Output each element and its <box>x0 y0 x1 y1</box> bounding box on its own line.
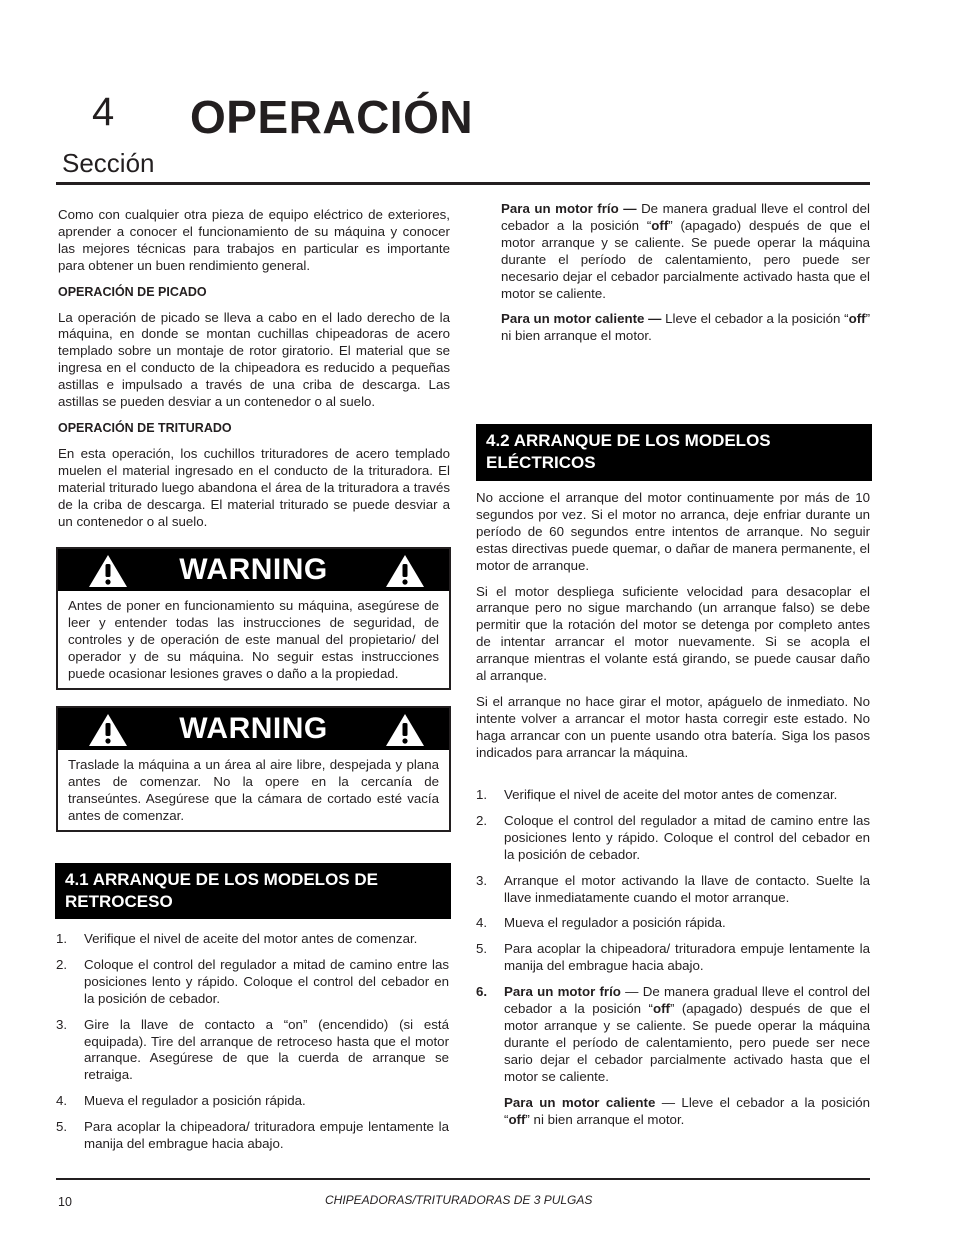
section-4-2-heading: 4.2 ARRANQUE DE LOS MODELOS ELÉCTRICOS <box>476 424 872 481</box>
list-item <box>476 813 870 864</box>
hot-engine-label: Para un motor caliente — <box>501 311 662 327</box>
section-4-2-steps <box>476 787 870 1137</box>
list-item <box>56 1119 449 1153</box>
warning-triangle-icon <box>385 554 425 588</box>
step-text: Verifique el nivel de aceite del motor antes de comenzar. <box>84 931 418 946</box>
section-4-1-steps <box>56 931 449 1162</box>
step-number: 4. <box>56 1093 68 1109</box>
cold-engine-text: De manera gradual lleve el control del cebador a la posición “ <box>501 201 871 233</box>
warning-box-2 <box>56 706 451 832</box>
list-item <box>476 787 870 804</box>
step-number: 5. <box>56 1119 68 1135</box>
hot-engine-paragraph <box>501 311 870 345</box>
list-item <box>476 1095 870 1129</box>
step-text: Coloque el control del regulador a mitad de camino entre las posiciones lento y rápido. Coloque el control del cebador en la posición de cebador. <box>84 956 449 1006</box>
cold-engine-paragraph <box>501 201 870 302</box>
section-4-2-paragraphs <box>476 490 870 771</box>
hot-engine-text: Lleve el cebador a la posición “ <box>661 311 849 327</box>
cold-engine-label: Para un motor frío <box>504 984 621 1000</box>
picado-heading: OPERACIÓN DE PICADO <box>58 284 207 299</box>
step-number: 6. <box>476 984 488 1000</box>
step-number: 3. <box>476 872 488 888</box>
cold-engine-label: Para un motor frío — <box>501 201 637 216</box>
list-item <box>476 873 870 907</box>
cold-engine-text: ” (apagado) después de que el motor arranque y se caliente. Se puede operar la máquina durante el período de calentamiento, pero puede ser necesario dejar el cebador parcialmente activado hasta que el motor se caliente. <box>501 217 870 301</box>
triturado-paragraph: En esta operación, los cuchillos trituradores de acero templado muelen el material ingresado en el conducto de la trituradora. El material triturado luego abandona el área de la trituradora a través de la criba de descarga. El material triturado se puede desviar a un contenedor o al suelo. <box>58 445 450 529</box>
warning-header <box>58 708 449 750</box>
page-number: 10 <box>58 1195 72 1209</box>
step-text: Mueva el regulador a posición rápida. <box>504 915 726 931</box>
off-keyword: off <box>651 217 669 233</box>
footer-title: CHIPEADORAS/TRITURADORAS DE 3 PULGAS <box>325 1193 593 1207</box>
intro-paragraph: Como con cualquier otra pieza de equipo eléctrico de exteriores, aprender a conocer el funcionamiento de su máquina y conocer las mejores técnicas para trabajos en particular es importante para obtener un buen rendimiento general. <box>58 207 450 273</box>
step-number: 1. <box>476 787 488 802</box>
step-number: 1. <box>56 931 68 946</box>
step-text: Coloque el control del regulador a mitad de camino entre las posiciones lento y rápido. Coloque el control del cebador en la posición de cebador. <box>504 812 870 862</box>
header-rule <box>56 182 870 185</box>
warning-triangle-icon <box>385 713 425 747</box>
step-number: 2. <box>56 956 68 972</box>
picado-paragraph: La operación de picado se lleva a cabo en el lado derecho de la máquina, en donde se montan cuchillas chipeadoras de acero templado sobre un montaje de rotor giratorio. El material que se ingresa en el conducto de la chipeadora es reducido a pequeñas astillas e impulsado a través de una criba de descarga. Las astillas se pueden desviar a un contenedor o al suelo. <box>58 309 450 410</box>
step-text: Para acoplar la chipeadora/ trituradora empuje lentamente la manija del embrague hacia abajo. <box>504 941 870 974</box>
step-text: ” (apagado) después de que el motor arranque y se caliente. Se puede operar la máquina durante el período de calentamiento, pero puede ser nece sario dejar el cebador parcialmente activado hasta que el motor se caliente. <box>504 1001 870 1084</box>
list-item <box>56 1017 449 1085</box>
hot-engine-text: ” ni bien arranque el motor. <box>501 311 870 344</box>
list-item <box>56 931 449 948</box>
list-item <box>56 1093 449 1110</box>
list-item <box>56 957 449 1008</box>
list-item <box>476 915 870 932</box>
step-text: — De manera gradual lleve el control del cebador a la posición “ <box>504 984 870 1017</box>
step-text: Arranque el motor activando la llave de contacto. Suelte la llave inmediatamente cuando el motor arranque. <box>504 872 870 905</box>
warning-header <box>58 549 449 591</box>
step-text: ” ni bien arranque el motor. <box>525 1111 685 1127</box>
off-keyword: off <box>508 1111 526 1127</box>
paragraph: No accione el arranque del motor continuamente por más de 10 segundos por vez. Si el motor no arranca, deje enfriar durante un período de 60 segundos entre intentos de arranque. No seguir estas directivas puede quemar, o dañar de manera permanente, el motor de arranque. <box>476 490 870 573</box>
step-text: Verifique el nivel de aceite del motor antes de comenzar. <box>504 787 838 802</box>
step-text: Gire la llave de contacto a “on” (encendido) (si está equipada). Tire del arranque de retroceso hasta que el motor arranque. Asegúrese de que la cuerda de arranque se retraiga. <box>84 1016 449 1083</box>
step-text: Para acoplar la chipeadora/ trituradora empuje lentamente la manija del embrague hacia abajo. <box>84 1119 449 1152</box>
step-number: 2. <box>476 812 488 828</box>
paragraph: Si el arranque no hace girar el motor, apáguelo de inmediato. No intente volver a arrancar el motor hasta corregir este estado. No haga arrancar con un puente usando otra batería. Siga los pasos indicados para arrancar la máquina. <box>476 693 870 760</box>
paragraph: Si el motor despliega suficiente velocidad para desacoplar el arranque pero no sigue marchando (un arranque falso) se debe permitir que la rotación del motor se detenga por completo antes de intentar arrancar el motor nuevamente. Si se acopla el arranque mientras el volante está girando, se puede causar daño al arranque. <box>476 583 870 684</box>
warning-text: Antes de poner en funcionamiento su máquina, asegúrese de leer y entender todas las instrucciones de seguridad, de controles y de operación de este manual del propietario/ del operador y de su máquina. No seguir estas instrucciones puede ocasionar lesiones graves o daño a la propiedad. <box>68 598 439 681</box>
footer-rule <box>56 1178 870 1180</box>
list-item <box>476 941 870 975</box>
step-text: — Lleve el cebador a la posición “ <box>504 1094 870 1127</box>
triturado-heading: OPERACIÓN DE TRITURADO <box>58 420 232 435</box>
left-column <box>58 207 450 539</box>
chapter-title: OPERACIÓN <box>190 91 474 143</box>
section-4-1-heading: 4.1 ARRANQUE DE LOS MODELOS DE RETROCESO <box>55 863 451 919</box>
step-number: 3. <box>56 1016 68 1032</box>
off-keyword: off <box>848 311 866 327</box>
warning-title: WARNING <box>179 712 328 745</box>
off-keyword: off <box>652 1001 670 1017</box>
step-number: 4. <box>476 915 488 931</box>
warning-title: WARNING <box>179 553 328 586</box>
warning-text: Traslade la máquina a un área al aire libre, despejada y plana antes de comenzar. No la opere en la cercanía de transeúntes. Asegúrese que la cámara de cortado esté vacía antes de comenzar. <box>68 757 439 823</box>
hot-engine-label: Para un motor caliente <box>504 1094 656 1110</box>
list-item <box>476 984 870 1085</box>
step-text: Mueva el regulador a posición rápida. <box>84 1093 306 1109</box>
chapter-number: 4 <box>92 90 115 134</box>
section-label: Sección <box>62 148 155 178</box>
step-number: 5. <box>476 941 488 957</box>
right-top-column <box>501 201 870 354</box>
warning-box-1 <box>56 547 451 690</box>
